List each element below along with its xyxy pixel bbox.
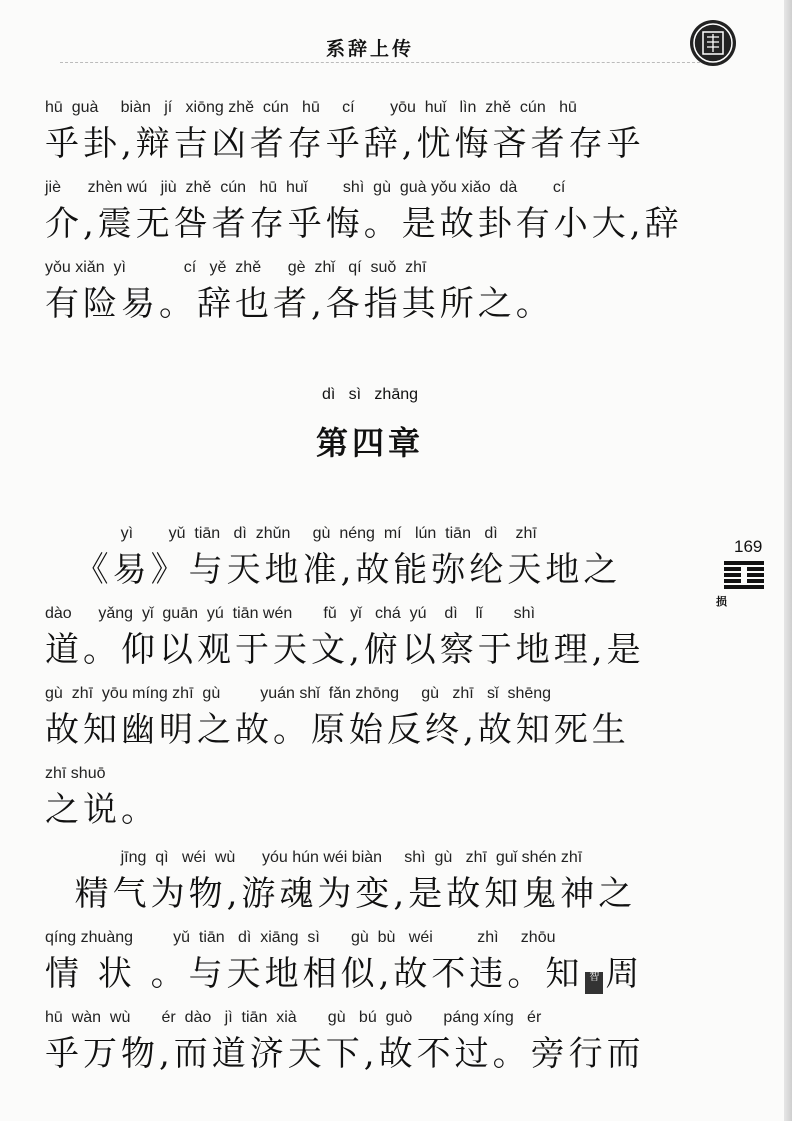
chinese-line: 精气为物,游魂为变,是故知鬼神之 xyxy=(45,874,637,914)
chinese-line: 有险易。辞也者,各指其所之。 xyxy=(45,284,554,324)
text-line xyxy=(45,1008,705,1074)
text-line xyxy=(45,178,705,244)
pinyin-line: jīng qì wéi wù yóu hún wéi biàn shì gù zhī guǐ shén zhī xyxy=(45,849,583,866)
pinyin-line: gù zhī yōu míng zhī gù yuán shǐ fǎn zhōng gù zhī sǐ shēng xyxy=(45,685,552,702)
chinese-text: 周 xyxy=(605,954,644,994)
variant-character-mark: 智 xyxy=(585,972,603,994)
pinyin-line: yǒu xiǎn yì cí yě zhě gè zhǐ qí suǒ zhī xyxy=(45,259,427,276)
pinyin-line: jiè zhèn wú jiù zhě cún hū huǐ shì gù guà yǒu xiǎo dà cí xyxy=(45,179,566,196)
chapter-title: 第四章 xyxy=(315,424,424,462)
chinese-line: 《易》与天地准,故能弥纶天地之 xyxy=(45,550,622,590)
chinese-text: 情 状 。与天地相似,故不违。知 xyxy=(45,954,584,994)
text-line xyxy=(45,848,705,914)
text-line xyxy=(45,98,705,164)
chinese-line: 乎卦,辩吉凶者存乎辞,忧悔吝者存乎 xyxy=(45,124,645,164)
pinyin-line: hū guà biàn jí xiōng zhě cún hū cí yōu huǐ lìn zhě cún hū xyxy=(45,99,577,116)
header-rule xyxy=(60,62,700,63)
text-line xyxy=(45,604,705,670)
text-line xyxy=(45,258,705,324)
text-line xyxy=(45,524,705,590)
chinese-line: 乎万物,而道济天下,故不过。旁行而 xyxy=(45,1034,645,1074)
pinyin-line: qíng zhuàng yǔ tiān dì xiāng sì gù bù wéi zhì zhōu xyxy=(45,929,556,946)
chapter-pinyin: dì sì zhāng xyxy=(321,386,419,403)
pinyin-line: hū wàn wù ér dào jì tiān xià gù bú guò páng xíng ér xyxy=(45,1009,542,1026)
sun-hexagram-icon xyxy=(722,560,766,594)
chinese-line: 故知幽明之故。原始反终,故知死生 xyxy=(45,710,630,750)
chinese-line: 介,震无咎者存乎悔。是故卦有小大,辞 xyxy=(45,204,683,244)
text-line xyxy=(45,684,705,750)
text-line xyxy=(45,928,705,994)
pinyin-line: yì yǔ tiān dì zhǔn gù néng mí lún tiān dì zhī xyxy=(45,525,537,542)
seal-icon xyxy=(688,18,738,68)
text-line xyxy=(45,764,705,830)
chinese-line: 之说。 xyxy=(45,790,159,830)
page-number: 169 xyxy=(734,537,763,556)
pinyin-line: dào yǎng yǐ guān yú tiān wén fǔ yǐ chá yú dì lǐ shì xyxy=(45,605,536,622)
page-edge xyxy=(784,0,792,1121)
hexagram-label: 损 xyxy=(716,595,727,608)
chinese-line xyxy=(45,954,705,994)
pinyin-line: zhī shuō xyxy=(45,765,106,782)
running-header: 系辞上传 xyxy=(325,38,414,60)
chinese-line: 道。仰以观于天文,俯以察于地理,是 xyxy=(45,630,645,670)
